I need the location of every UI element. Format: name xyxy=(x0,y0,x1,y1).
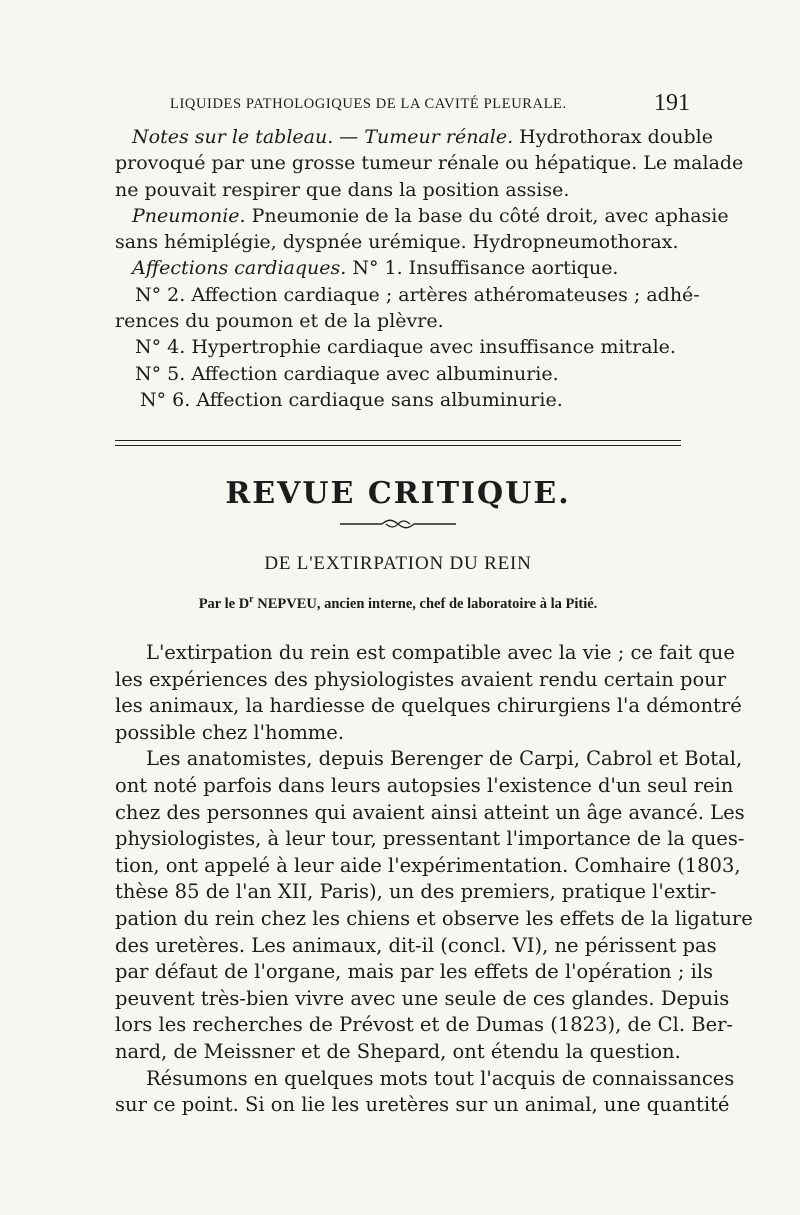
note-line: sans hémiplégie, dyspnée urémique. Hydropneumothorax. xyxy=(115,231,679,254)
section-rule-bottom xyxy=(115,445,681,446)
page-number: 191 xyxy=(654,90,690,116)
body-line: les animaux, la hardiesse de quelques chirurgiens l'a démontré xyxy=(115,694,742,718)
body-line: des uretères. Les animaux, dit-il (concl. VI), ne périssent pas xyxy=(115,933,717,957)
body-line: ont noté parfois dans leurs autopsies l'existence d'un seul rein xyxy=(115,773,734,797)
note-line: N° 2. Affection cardiaque ; artères athéromateuses ; adhé- xyxy=(135,283,700,306)
note-line: Notes sur le tableau. — Tumeur rénale. Hydrothorax double xyxy=(132,126,713,148)
body-line: peuvent très-bien vivre avec une seule de ces glandes. Depuis xyxy=(115,986,730,1010)
note-line: Affections cardiaques. N° 1. Insuffisance aortique. xyxy=(132,257,619,280)
body-line: par défaut de l'organe, mais par les effets de l'opération ; ils xyxy=(115,960,714,984)
article-title: DE L'EXTIRPATION DU REIN xyxy=(264,553,532,574)
body-line: tion, ont appelé à leur aide l'expérimentation. Comhaire (1803, xyxy=(115,853,741,877)
note-line: ne pouvait respirer que dans la position assise. xyxy=(115,178,570,201)
note-line: N° 4. Hypertrophie cardiaque avec insuffisance mitrale. xyxy=(135,336,676,359)
body-line: Les anatomistes, depuis Berenger de Carpi, Cabrol et Botal, xyxy=(146,747,743,771)
note-line: rences du poumon et de la plèvre. xyxy=(115,310,444,333)
note-line: N° 6. Affection cardiaque sans albuminurie. xyxy=(140,388,563,411)
body-line: possible chez l'homme. xyxy=(115,720,345,744)
body-line: les expériences des physiologistes avaient rendu certain pour xyxy=(115,667,727,691)
body-line: L'extirpation du rein est compatible avec la vie ; ce fait que xyxy=(146,641,735,664)
ornament-divider xyxy=(340,518,456,530)
body-line: chez des personnes qui avaient ainsi atteint un âge avancé. Les xyxy=(115,800,745,824)
body-line: pation du rein chez les chiens et observe les effets de la ligature xyxy=(115,906,753,930)
table-notes xyxy=(115,124,744,413)
body-line: sur ce point. Si on lie les uretères sur un animal, une quantité xyxy=(115,1093,730,1117)
section-rule-top xyxy=(115,440,681,441)
body-line: lors les recherches de Prévost et de Dumas (1823), de Cl. Ber- xyxy=(115,1013,734,1037)
running-title: LIQUIDES PATHOLOGIQUES DE LA CAVITÉ PLEURALE. xyxy=(170,96,567,112)
body-line: nard, de Meissner et de Shepard, ont étendu la question. xyxy=(115,1039,681,1063)
note-line: Pneumonie. Pneumonie de la base du côté droit, avec aphasie xyxy=(132,204,729,227)
body-line: thèse 85 de l'an XII, Paris), un des premiers, pratique l'extir- xyxy=(115,880,717,904)
author-byline: Par le $D^r$ NEPVEU, ancien interne, chef de laboratoire à la Pitié. xyxy=(198,594,598,612)
running-header xyxy=(170,90,690,116)
note-line: provoqué par une grosse tumeur rénale ou hépatique. Le malade xyxy=(115,152,744,175)
body-line: Résumons en quelques mots tout l'acquis de connaissances xyxy=(146,1066,735,1090)
note-line: N° 5. Affection cardiaque avec albuminurie. xyxy=(135,362,559,385)
article-body xyxy=(115,640,753,1119)
body-line: physiologistes, à leur tour, pressentant l'importance de la ques- xyxy=(115,827,745,851)
section-title: REVUE CRITIQUE. xyxy=(225,476,571,511)
